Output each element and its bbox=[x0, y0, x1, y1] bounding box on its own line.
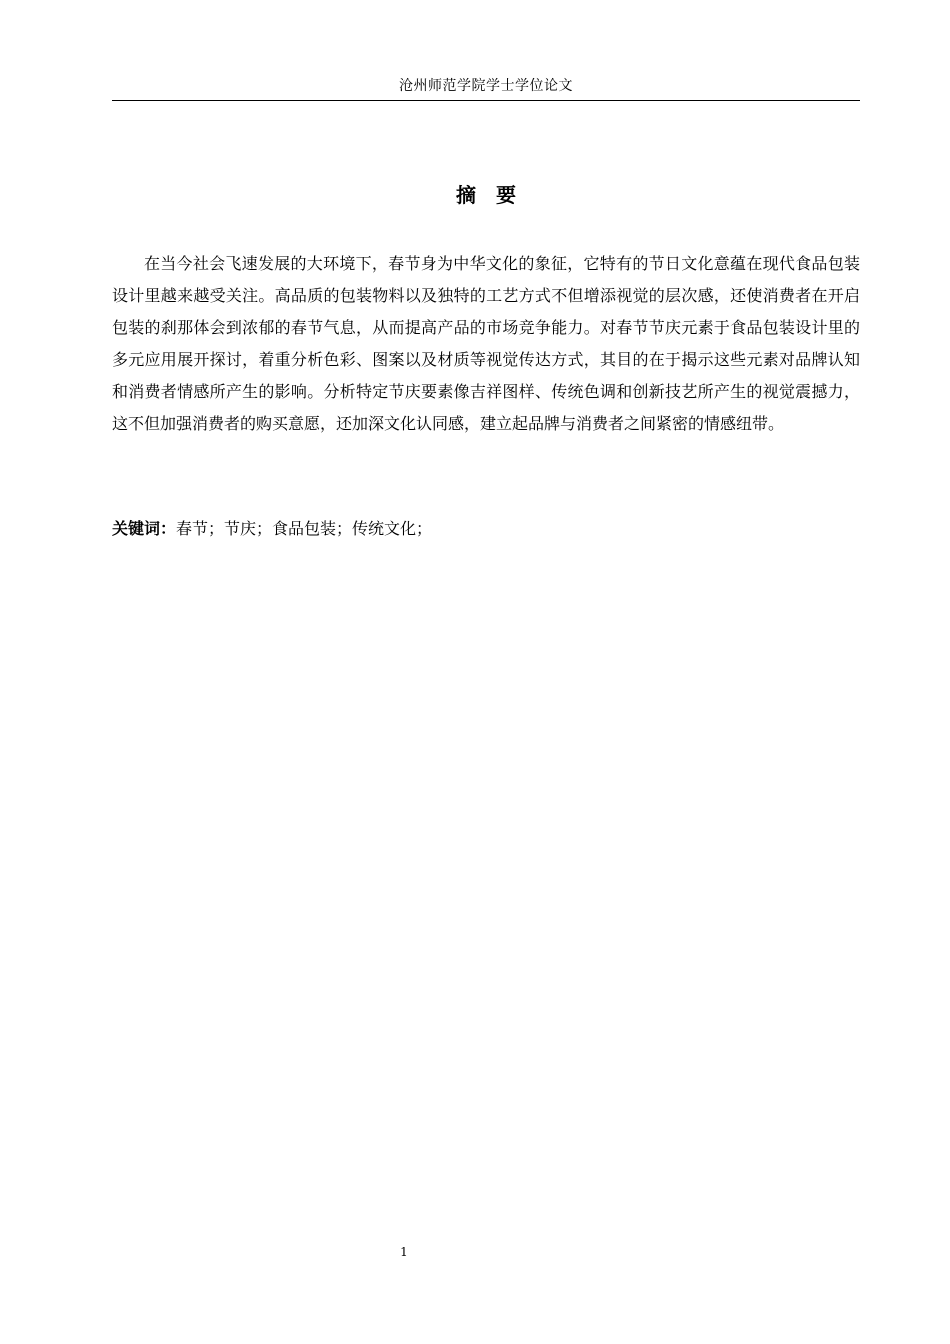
abstract-body: 在当今社会飞速发展的大环境下，春节身为中华文化的象征，它特有的节日文化意蕴在现代食品包装设计里越来越受关注。高品质的包装物料以及独特的工艺方式不但增添视觉的层次感，还使消费者在开启包装的刹那体会到浓郁的春节气息，从而提高产品的市场竞争能力。对春节节庆元素于食品包装设计里的多元应用展开探讨，着重分析色彩、图案以及材质等视觉传达方式，其目的在于揭示这些元素对品牌认知和消费者情感所产生的影响。分析特定节庆要素像吉祥图样、传统色调和创新技艺所产生的视觉震撼力，这不但加强消费者的购买意愿，还加深文化认同感，建立起品牌与消费者之间紧密的情感纽带。 bbox=[112, 254, 860, 433]
keywords-text: 春节；节庆；食品包装；传统文化； bbox=[176, 519, 433, 538]
keywords-label: 关键词： bbox=[112, 519, 177, 538]
running-header: 沧州师范学院学士学位论文 bbox=[399, 78, 573, 94]
abstract-title-part1: 摘 bbox=[456, 183, 476, 207]
abstract-title-part2: 要 bbox=[496, 183, 516, 207]
abstract-title bbox=[112, 180, 860, 210]
header-rule bbox=[112, 100, 860, 101]
page-number: 1 bbox=[400, 1245, 408, 1259]
keywords-line bbox=[112, 513, 860, 545]
